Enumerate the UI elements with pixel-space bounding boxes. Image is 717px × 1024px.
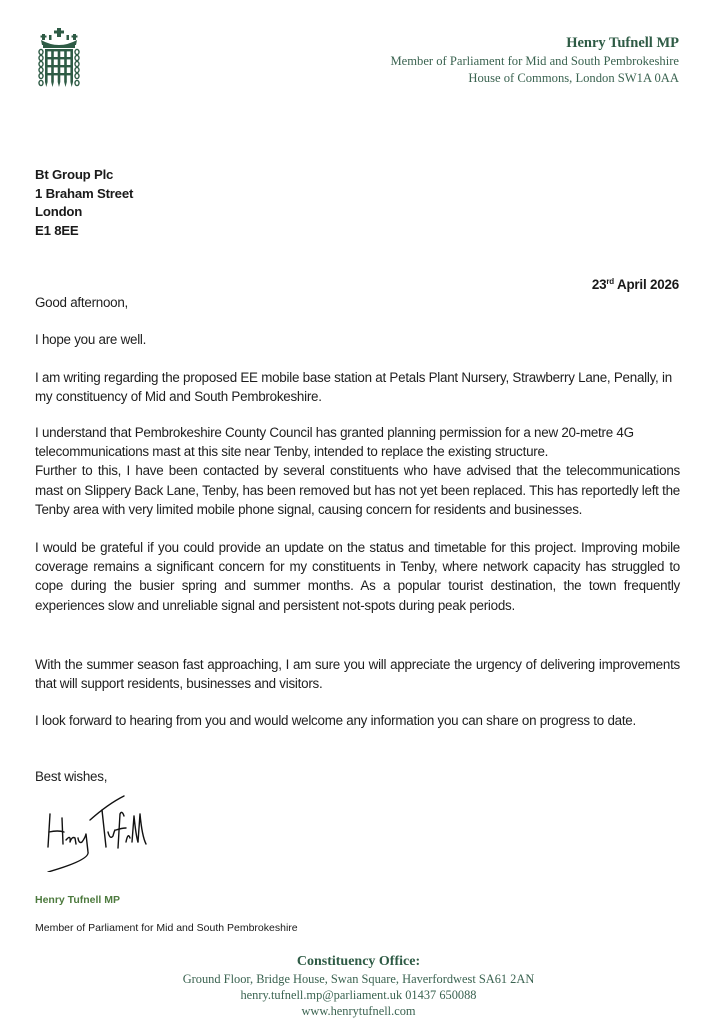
footer-website: www.henrytufnell.com <box>301 1004 416 1018</box>
letter-date <box>592 277 679 292</box>
closing: Best wishes, <box>35 769 108 784</box>
recipient-line: Bt Group Plc <box>35 167 114 182</box>
paragraph: I am writing regarding the proposed EE mobile base station at Petals Plant Nursery, Strawberry Lane, Penally, in my constituency of Mid and South Pembrokeshire. <box>35 370 672 405</box>
handwritten-signature-icon <box>38 792 158 872</box>
letterhead <box>390 34 679 87</box>
date-suffix: rd <box>606 277 614 286</box>
recipient-line: London <box>35 204 83 219</box>
greeting: Good afternoon, <box>35 295 129 310</box>
paragraph: I look forward to hearing from you and would welcome any information you can share on progress to date. <box>35 713 636 728</box>
signatory-title: Member of Parliament for Mid and South Pembrokeshire <box>35 922 298 934</box>
recipient-line: E1 8EE <box>35 222 79 238</box>
footer-constituency-office <box>0 953 717 1019</box>
footer-contact: henry.tufnell.mp@parliament.uk 01437 650088 <box>240 988 477 1002</box>
recipient-address <box>35 166 133 240</box>
paragraph-group <box>35 423 680 519</box>
signatory-name: Henry Tufnell MP <box>35 894 120 906</box>
paragraph: I understand that Pembrokeshire County Council has granted planning permission for a new 20-metre 4G telecommunications mast at this site near Tenby, intended to replace the existing structure. <box>35 425 634 460</box>
portcullis-icon <box>38 28 80 90</box>
letterhead-name: Henry Tufnell MP <box>566 35 679 51</box>
letterhead-address: House of Commons, London SW1A 0AA <box>468 71 679 85</box>
date-month-year: April 2026 <box>613 277 679 292</box>
paragraph: With the summer season fast approaching, I am sure you will appreciate the urgency of delivering improvements that will support residents, businesses and visitors. <box>35 657 680 692</box>
paragraph: I would be grateful if you could provide an update on the status and timetable for this project. Improving mobile coverage remains a significant concern for my constituents in Tenby, where network capacity has struggled to cope during the busier spring and summer months. As a popular tourist destination, the town frequently experiences slow and unreliable signal and persistent not-spots during peak periods. <box>35 540 680 613</box>
recipient-line: 1 Braham Street <box>35 185 134 201</box>
footer-heading: Constituency Office: <box>296 954 421 969</box>
footer-address: Ground Floor, Bridge House, Swan Square, Haverfordwest SA61 2AN <box>182 972 535 986</box>
paragraph: Further to this, I have been contacted by several constituents who have advised that the telecommunications mast on Slippery Back Lane, Tenby, has been removed but has not yet been replaced. This has reportedly left the Tenby area with very limited mobile phone signal, causing concern for residents and businesses. <box>35 463 680 517</box>
date-day: 23 <box>591 277 607 292</box>
opening-line: I hope you are well. <box>35 332 147 347</box>
letterhead-role: Member of Parliament for Mid and South Pembrokeshire <box>390 54 679 68</box>
